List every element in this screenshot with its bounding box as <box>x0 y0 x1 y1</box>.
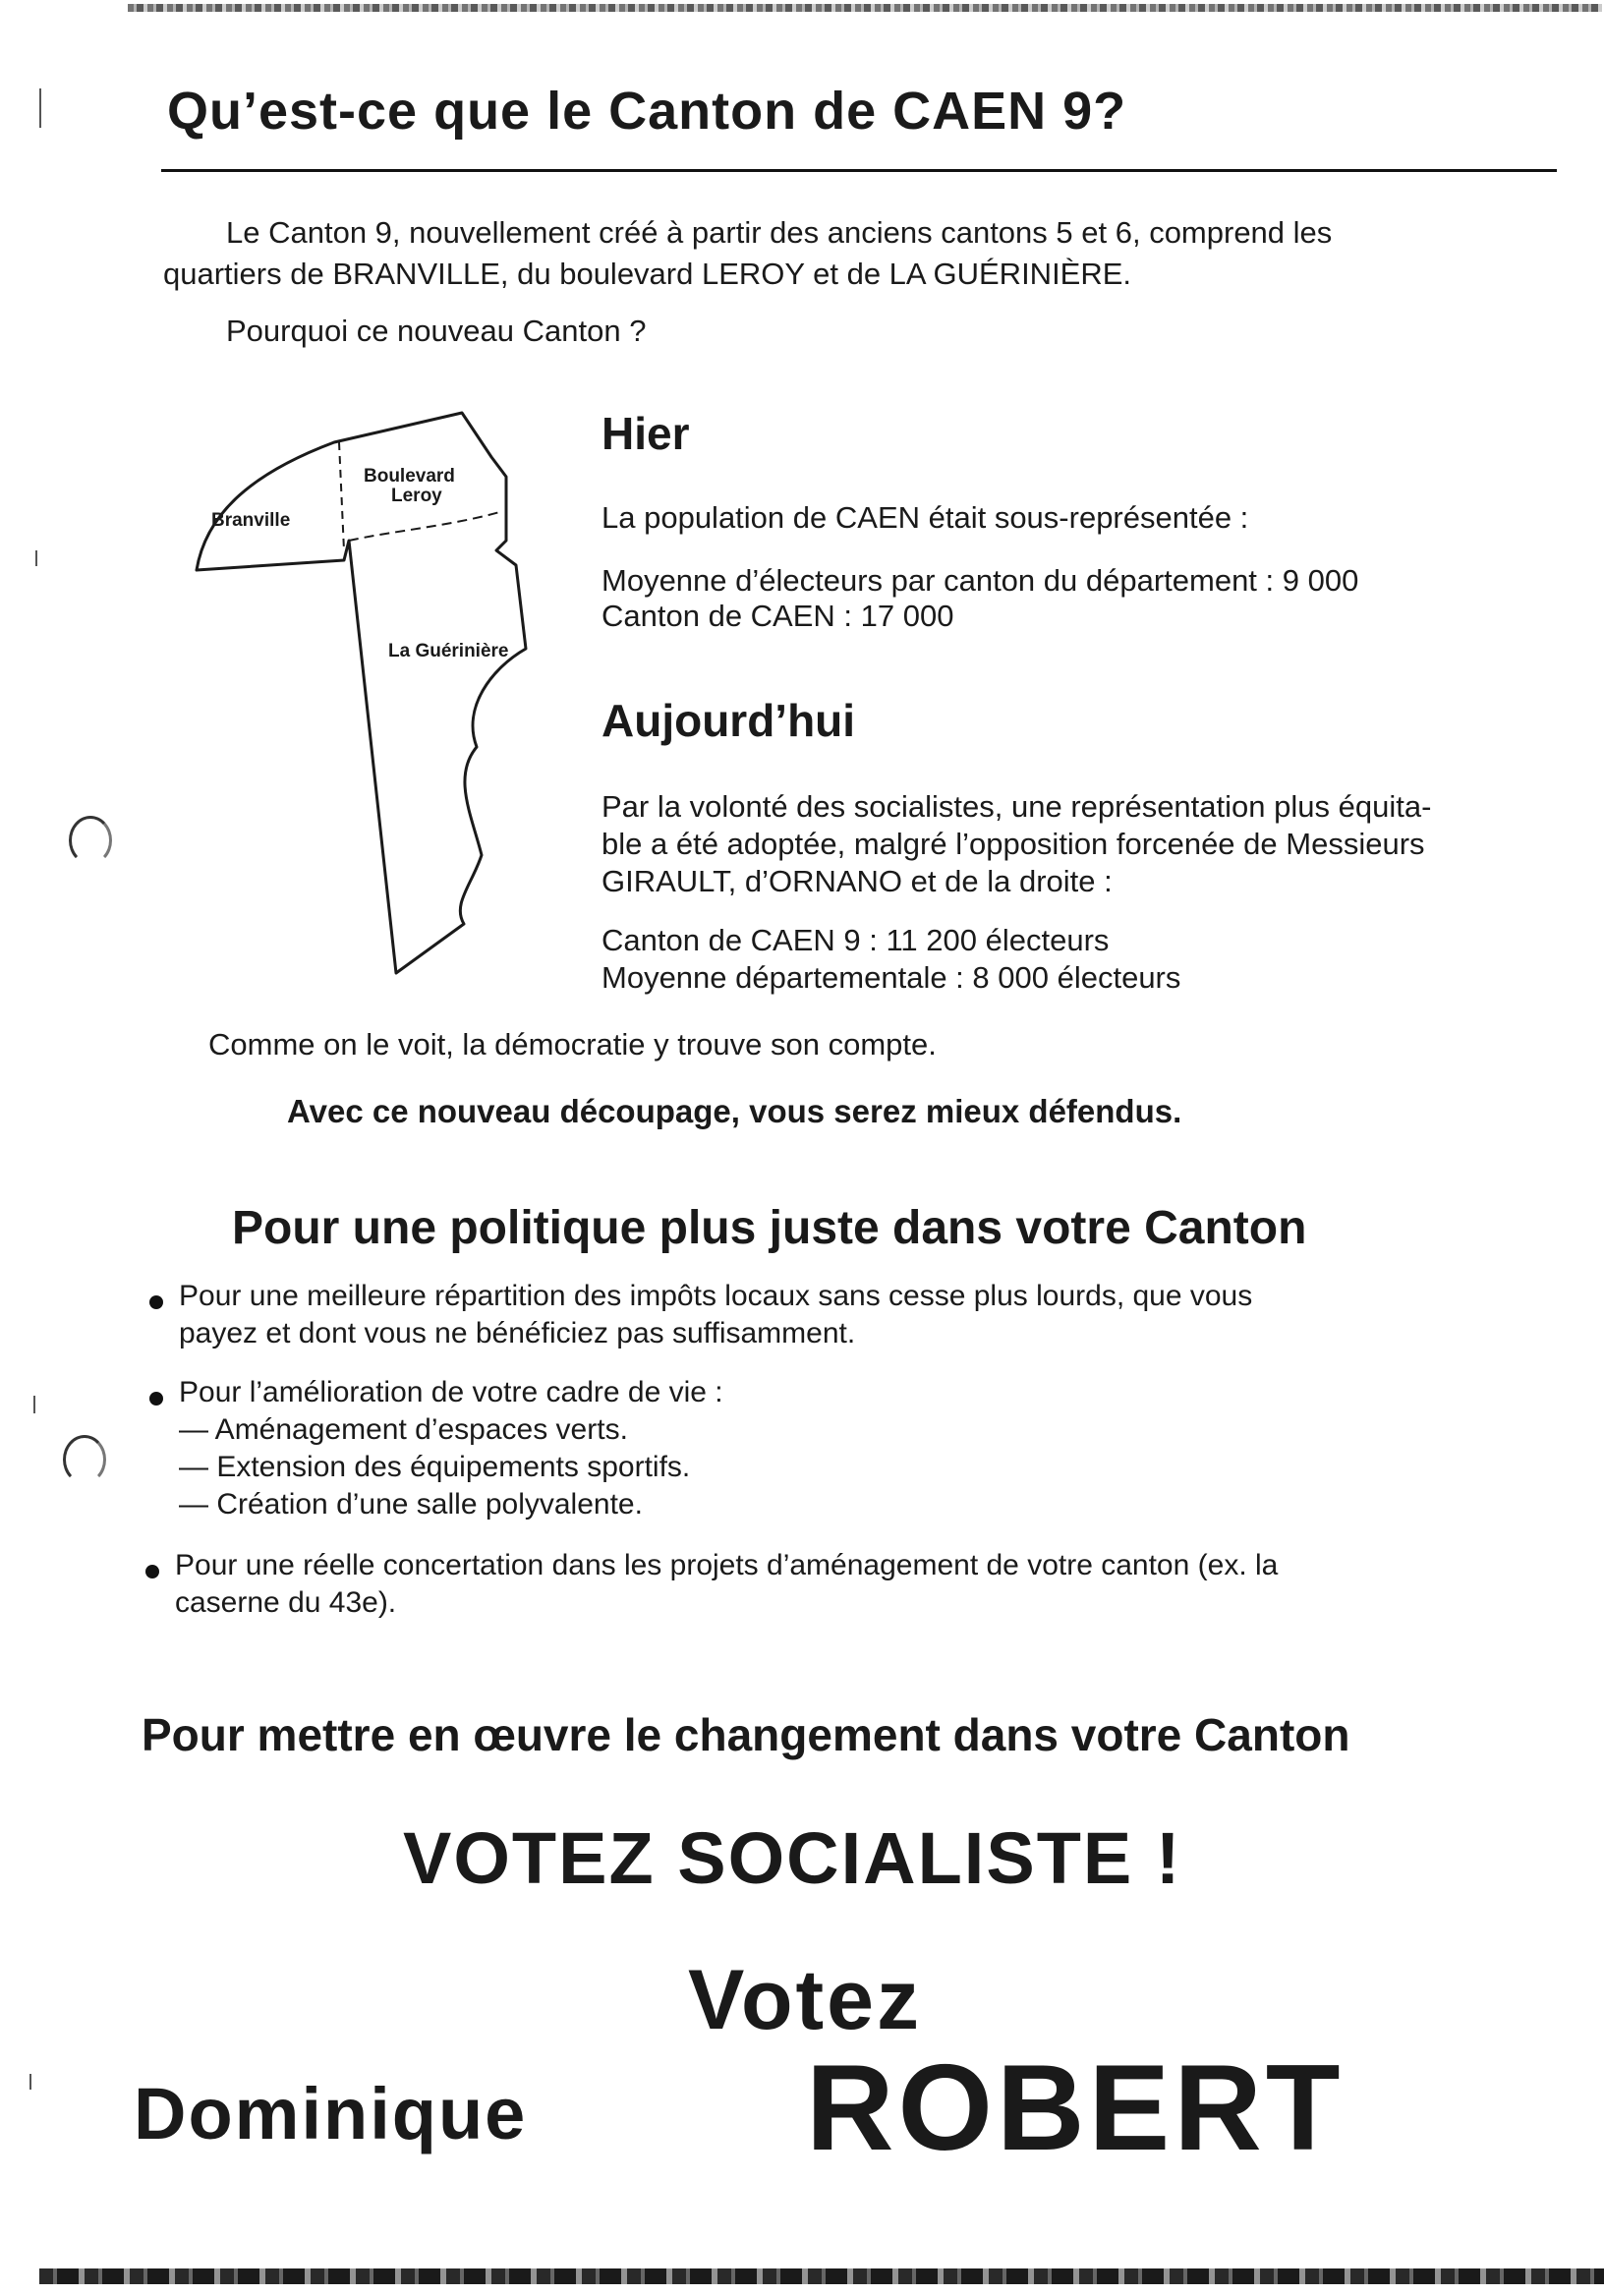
scan-edge-top <box>128 4 1602 12</box>
map-label-gueriniere: La Guérinière <box>388 641 509 661</box>
punch-hole-upper <box>69 816 112 865</box>
democratie-line: Comme on le voit, la démocratie y trouve son compte. <box>208 1027 937 1062</box>
decoupage-line: Avec ce nouveau découpage, vous serez mieux défendus. <box>287 1093 1182 1129</box>
boundary-leroy-gueriniere <box>349 511 503 541</box>
intro-line-2: quartiers de BRANVILLE, du boulevard LEROY et de LA GUÉRINIÈRE. <box>163 257 1132 291</box>
page-title: Qu’est-ce que le Canton de CAEN 9? <box>167 82 1127 141</box>
punch-hole-lower <box>63 1435 106 1484</box>
hier-heading: Hier <box>602 408 690 459</box>
bullet-2-sub-1: — Aménagement d’espaces verts. <box>179 1413 628 1446</box>
votez-label: Votez <box>688 1953 922 2047</box>
bullet-2-sub-3: — Création d’une salle polyvalente. <box>179 1488 643 1521</box>
title-underline <box>161 169 1557 172</box>
bullet-2-sub-2: — Extension des équipements sportifs. <box>179 1451 691 1483</box>
bullet-3-line-1: Pour une réelle concertation dans les projets d’aménagement de votre canton (ex. la <box>175 1549 1279 1581</box>
hier-line-2: Moyenne d’électeurs par canton du département : 9 000 <box>602 563 1359 598</box>
margin-mark <box>39 88 41 128</box>
hier-line-3: Canton de CAEN : 17 000 <box>602 599 954 633</box>
candidate-last-name: ROBERT <box>806 2040 1345 2176</box>
scan-edge-bottom <box>39 2268 1604 2284</box>
intro-line-1: Le Canton 9, nouvellement créé à partir des anciens cantons 5 et 6, comprend les <box>226 215 1333 250</box>
margin-mark <box>35 550 37 566</box>
bullet-1-line-1: Pour une meilleure répartition des impôts locaux sans cesse plus lourds, que vous <box>179 1280 1253 1312</box>
politique-title: Pour une politique plus juste dans votre Canton <box>232 1202 1307 1254</box>
votez-socialiste: VOTEZ SOCIALISTE ! <box>403 1817 1182 1899</box>
candidate-first-name: Dominique <box>134 2073 528 2154</box>
bullet-3-line-2: caserne du 43e). <box>175 1586 397 1619</box>
bullet-dot <box>149 1295 163 1309</box>
boundary-branville-leroy <box>339 442 344 550</box>
map-label-boulevard: Boulevard <box>364 466 455 487</box>
aujourdhui-line-3: GIRAULT, d’ORNANO et de la droite : <box>602 864 1113 898</box>
aujourdhui-line-2: ble a été adoptée, malgré l’opposition forcenée de Messieurs <box>602 827 1425 861</box>
bullet-dot <box>145 1565 159 1578</box>
aujourdhui-line-4: Canton de CAEN 9 : 11 200 électeurs <box>602 923 1110 957</box>
canton-map <box>147 403 560 993</box>
map-label-leroy: Leroy <box>391 486 442 506</box>
aujourdhui-line-5: Moyenne départementale : 8 000 électeurs <box>602 960 1181 995</box>
aujourdhui-heading: Aujourd’hui <box>602 695 856 746</box>
hier-line-1: La population de CAEN était sous-représentée : <box>602 500 1249 535</box>
map-label-branville: Branville <box>211 510 291 531</box>
bullet-dot <box>149 1392 163 1406</box>
intro-question: Pourquoi ce nouveau Canton ? <box>226 314 647 348</box>
margin-mark <box>33 1396 35 1413</box>
canton-outline <box>197 413 526 973</box>
changement-line: Pour mettre en œuvre le changement dans votre Canton <box>142 1709 1350 1760</box>
aujourdhui-line-1: Par la volonté des socialistes, une représentation plus équita- <box>602 789 1432 824</box>
bullet-2-line-1: Pour l’amélioration de votre cadre de vie : <box>179 1376 723 1408</box>
bullet-1-line-2: payez et dont vous ne bénéficiez pas suffisamment. <box>179 1317 856 1349</box>
margin-mark <box>29 2074 31 2090</box>
